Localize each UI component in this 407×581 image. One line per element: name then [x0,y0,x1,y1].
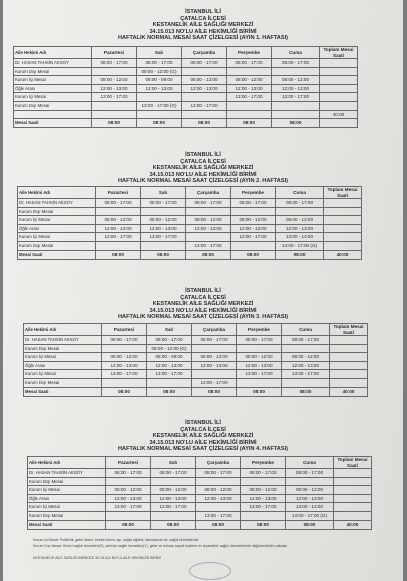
table-cell: 13:00 - 17:00 [182,101,227,110]
header-line: İSTANBUL İLİ [185,152,221,158]
table-cell [320,59,358,68]
table-row [24,361,368,370]
table-cell [147,378,192,387]
table-cell: Çarşamba [192,324,237,336]
header-line: İSTANBUL İLİ [185,9,221,15]
table-cell: 08:00 - 17:00 [192,336,237,345]
table-cell: Salı [151,457,196,469]
row-label: Kurum Dışı Mesai [14,101,92,110]
row-label: Kurum Dışı Mesai [24,344,102,353]
table-cell [324,233,362,242]
table-row [24,336,368,345]
table-cell: 12:00 - 13:00 [96,224,141,233]
table-cell: 08:00 [196,520,241,529]
row-label: Kurum İçi Mesai [18,233,96,242]
table-cell: 13:00 - 17:00 (G) [137,101,182,110]
table-cell: 13:00 - 17:00 [141,233,186,242]
table-cell [151,511,196,520]
row-label: Mesai Saati [14,119,92,128]
table-row [18,216,362,225]
table-row [28,469,372,478]
table-cell [96,241,141,250]
table-row [18,233,362,242]
row-label: Kurum Dışı Mesai [28,511,106,520]
row-label: Öğle Arası [24,361,102,370]
table-cell: 12:00 - 13:00 [241,494,286,503]
schedule-title: HAFTALIK NORMAL MESAİ SAAT ÇİZELGESİ (AYIN 3. HAFTASI) [118,314,288,321]
table-cell: 12:00 - 13:00 [286,494,334,503]
row-label: Mesai Saati [18,250,96,259]
table-cell: Cuma [282,324,330,336]
document-page [3,0,403,581]
table-cell: 40:00 [324,250,362,259]
table-cell [330,370,368,379]
table-cell: Pazartesi [96,187,141,199]
table-cell: 40:00 [330,387,368,396]
table-cell: 08:00 - 17:00 [137,59,182,68]
table-cell: Pazartesi [102,324,147,336]
table-cell: 08:00 - 12:00 (G) [147,344,192,353]
table-cell: 08:00 - 17:00 [272,59,320,68]
table-cell: 13:00 - 17:00 [282,370,330,379]
table-cell: 08:00 - 12:00 [106,486,151,495]
schedule-title: HAFTALIK NORMAL MESAİ SAAT ÇİZELGESİ (AYIN 2. HAFTASI) [118,178,288,185]
row-label: Dr. HASAN TAHSİN AKSOY [24,336,102,345]
table-cell: Perşembe [241,457,286,469]
table-cell [96,207,141,216]
table-cell [272,110,320,119]
table-cell: 14:00 - 17:00 (G) [286,511,334,520]
table-cell: 08:00 - 12:00 [141,216,186,225]
header-line: ÇATALCA İLÇESİ [180,15,226,22]
table-cell [182,67,227,76]
table-cell: 13:00 - 17:00 [102,370,147,379]
header-line: ÇATALCA İLÇESİ [180,426,226,433]
row-label: Aile Hekimi Adı [24,324,102,336]
table-cell [231,241,276,250]
table-cell: 12:00 - 13:00 [106,494,151,503]
header-line: KESTANELİK AİLE SAĞLIĞI MERKEZİ [152,433,254,440]
table-cell [334,511,372,520]
table-cell: 13:00 - 14:00 [276,233,324,242]
table-row [18,207,362,216]
row-label: Dr. HASAN TAHSİN AKSOY [28,469,106,478]
table-cell [196,477,241,486]
header-line: 34.15.013 NO'LU AİLE HEKİMLİĞİ BİRİMİ [149,439,257,446]
table-cell: 12:00 - 13:00 [231,224,276,233]
table-cell: 08:00 [137,119,182,128]
table-row [28,511,372,520]
table-cell: 08:00 - 12:00 [231,216,276,225]
row-label: Kurum İçi Mesai [28,486,106,495]
table-cell: 08:00 - 09:00 [137,76,182,85]
table-cell: Çarşamba [196,457,241,469]
total-row [18,250,362,259]
row-label: Öğle Arası [18,224,96,233]
table-cell: 08:00 - 17:00 [186,199,231,208]
table-row [18,224,362,233]
column-header-row [24,324,368,336]
total-row [28,520,372,529]
table-cell: 08:00 - 17:00 [182,59,227,68]
table-cell: 08:00 - 12:00 [237,353,282,362]
table-cell [334,494,372,503]
table-cell: 08:00 - 12:00 [102,353,147,362]
table-cell [272,67,320,76]
table-cell: 40:00 [320,110,358,119]
table-cell: Toplam Mesai Saati [330,324,368,336]
table-cell: 08:00 [237,387,282,396]
column-header-row [14,47,358,59]
header-line: İSTANBUL İLİ [185,288,221,294]
table-cell: 08:00 - 17:00 [106,469,151,478]
table-cell: 08:00 - 17:00 [282,336,330,345]
table-cell: 08:00 - 12:00 [192,353,237,362]
row-label: Aile Hekimi Adı [18,187,96,199]
table-cell: 12:00 - 13:00 [237,361,282,370]
row-label: Mesai Saati [28,520,106,529]
table-cell [186,207,231,216]
table-cell: Cuma [286,457,334,469]
table-cell: 08:00 - 17:00 [286,469,334,478]
row-label: Öğle Arası [28,494,106,503]
table-cell: Cuma [272,47,320,59]
table-cell: Pazartesi [92,47,137,59]
table-cell: 08:00 - 17:00 [196,469,241,478]
table-row [24,353,368,362]
table-cell: 13:00 - 17:00 [227,93,272,102]
footnote: KESTANELİK AİLE SAĞLIĞI MERKEZİ 34.15.013 NO'LU AİLE HEKİMLİĞİ BİRİMİ [33,556,161,560]
table-cell [92,67,137,76]
table-cell: 08:00 [286,520,334,529]
table-cell: 08:00 - 17:00 [96,199,141,208]
table-cell: 08:00 [102,387,147,396]
table-cell [106,477,151,486]
table-cell: 12:00 - 13:00 [182,84,227,93]
table-cell: 12:00 - 13:00 [192,361,237,370]
table-cell: 13:00 - 17:00 [106,503,151,512]
row-label: Kurum Dışı Mesai [18,207,96,216]
table-cell: 08:00 [282,387,330,396]
header-line: 34.15.013 NO'LU AİLE HEKİMLİĞİ BİRİMİ [149,307,257,314]
table-row [28,494,372,503]
row-label: Dr. HASAN TAHSİN AKSOY [14,59,92,68]
table-cell [324,241,362,250]
table-cell [334,469,372,478]
table-cell: 08:00 [276,250,324,259]
table-cell [330,378,368,387]
row-label: Kurum İçi Mesai [14,76,92,85]
table-cell: 08:00 [231,250,276,259]
table-cell: 08:00 - 17:00 [276,199,324,208]
table-cell [282,344,330,353]
table-cell [137,110,182,119]
table-row [28,486,372,495]
schedule-table-week-1 [13,46,358,128]
table-cell: 13:00 - 17:00 [272,93,320,102]
table-cell: 08:00 - 12:00 [272,76,320,85]
table-cell: 08:00 - 17:00 [147,336,192,345]
row-label: Kurum İçi Mesai [24,370,102,379]
table-cell: 12:00 - 13:00 [196,494,241,503]
table-cell [192,344,237,353]
table-cell: 08:00 [92,119,137,128]
table-cell: Cuma [276,187,324,199]
table-cell: 13:00 - 17:00 [237,370,282,379]
table-cell: Perşembe [231,187,276,199]
header-line: KESTANELİK AİLE SAĞLIĞI MERKEZİ [152,22,254,29]
table-cell [324,216,362,225]
table-cell [320,84,358,93]
table-row [24,370,368,379]
table-cell [141,207,186,216]
total-row [24,387,368,396]
footnote: Kurum Dışı Mesai: Gezici sağlık hizmetleri(G), yerinde sağlık hizmetleri(Y), gebe ve lohusa, kayıtlı kişilerin ev ziyaretleri, sağlık hizmetlerinde değerlendirilen vakalar. [33,544,288,548]
table-cell [241,511,286,520]
table-cell: 12:00 - 13:00 [227,84,272,93]
table-cell: 12:00 - 13:00 [137,84,182,93]
table-cell [186,233,231,242]
row-label: Dr. HASAN TAHSİN AKSOY [18,199,96,208]
table-cell: Toplam Mesai Saati [334,457,372,469]
table-cell: 12:00 - 13:00 [92,84,137,93]
table-cell: 08:00 - 12:00 [151,486,196,495]
table-row [14,84,358,93]
table-cell: 08:00 - 12:00 [286,486,334,495]
table-cell: 13:00 - 17:00 [151,503,196,512]
row-label: Kurum İçi Mesai [28,503,106,512]
footnote: Kurum içi Mesai: Poliklinik, gebe izlemi, bebek izlemi, aşı, sağlık eğitimi, laboratuvar vb. sağlık hizmetleridir. [33,538,200,542]
table-row [18,199,362,208]
table-cell: Toplam Mesai Saati [320,47,358,59]
table-cell [334,503,372,512]
row-label: Aile Hekimi Adı [14,47,92,59]
table-cell: 08:00 [186,250,231,259]
schedule-table-week-3 [23,323,368,397]
table-cell: Pazartesi [106,457,151,469]
table-cell: 08:00 - 17:00 [102,336,147,345]
table-cell [324,207,362,216]
table-cell: 08:00 - 17:00 [151,469,196,478]
table-row [14,76,358,85]
row-label: Kurum İçi Mesai [24,353,102,362]
table-cell: 08:00 - 12:00 [186,216,231,225]
column-header-row [28,457,372,469]
header-line: ÇATALCA İLÇESİ [180,294,226,301]
table-cell: 08:00 [272,119,320,128]
table-cell [237,378,282,387]
table-cell: 08:00 - 09:00 [147,353,192,362]
row-label: Kurum Dışı Mesai [28,477,106,486]
table-cell: 08:00 [227,119,272,128]
table-cell: 13:00 - 17:00 [231,233,276,242]
table-cell [320,67,358,76]
table-cell: Perşembe [237,324,282,336]
table-row [24,378,368,387]
table-cell: 08:00 [141,250,186,259]
schedule-title: HAFTALIK NORMAL MESAİ SAAT ÇİZELGESİ (AYIN 1. HAFTASI) [118,35,288,42]
table-cell: 08:00 [151,520,196,529]
row-label: Kurum Dışı Mesai [24,378,102,387]
table-cell: Toplam Mesai Saati [324,187,362,199]
table-cell [141,241,186,250]
table-cell [282,378,330,387]
table-cell [196,503,241,512]
table-cell [330,353,368,362]
table-cell: Salı [141,187,186,199]
table-cell: 13:00 - 17:00 [147,370,192,379]
table-cell [231,207,276,216]
table-cell [334,477,372,486]
row-label: Aile Hekimi Adı [28,457,106,469]
table-row [28,477,372,486]
table-cell: 08:00 - 17:00 [227,59,272,68]
row-label: Kurum İçi Mesai [14,93,92,102]
table-cell: 12:00 - 13:00 [186,224,231,233]
table-cell [192,370,237,379]
schedule-table-week-2 [17,186,362,260]
row-label: Kurum İçi Mesai [18,216,96,225]
table-cell: 08:00 - 12:00 [241,486,286,495]
row-label [14,110,92,119]
table-cell [330,361,368,370]
table-cell: 13:00 - 14:00 [286,503,334,512]
table-cell: 08:00 - 17:00 [241,469,286,478]
table-cell [227,67,272,76]
table-cell [330,344,368,353]
official-stamp [189,562,231,580]
table-cell: 09:00 - 12:00 (G) [137,67,182,76]
header-line: KESTANELİK AİLE SAĞLIĞI MERKEZİ [152,301,254,308]
total-row [14,119,358,128]
table-cell: Çarşamba [182,47,227,59]
table-cell: 08:00 - 17:00 [237,336,282,345]
table-cell [102,378,147,387]
table-cell [151,477,196,486]
table-row [14,110,358,119]
table-cell [227,101,272,110]
table-cell [324,224,362,233]
table-cell [286,477,334,486]
table-cell: 08:00 - 12:00 [276,216,324,225]
table-cell: Salı [147,324,192,336]
table-cell [330,336,368,345]
table-row [14,59,358,68]
table-cell [102,344,147,353]
table-row [18,241,362,250]
schedule-header-4 [3,420,403,453]
table-cell: 08:00 [182,119,227,128]
table-cell: 08:00 - 17:00 [141,199,186,208]
header-line: İSTANBUL İLİ [185,420,221,426]
table-cell: 08:00 - 12:00 [92,76,137,85]
table-cell: Perşembe [227,47,272,59]
table-cell: 12:00 - 13:00 [282,361,330,370]
table-cell: 08:00 - 12:00 [96,216,141,225]
table-cell: 12:00 - 13:00 [151,494,196,503]
row-label: Kurum Dışı Mesai [18,241,96,250]
table-cell: 08:00 - 17:00 [231,199,276,208]
row-label: Kurum Dışı Mesai [14,67,92,76]
table-cell [227,110,272,119]
table-row [14,101,358,110]
table-row [14,93,358,102]
table-cell: 08:00 - 12:00 [196,486,241,495]
table-cell: 13:00 - 17:00 [241,503,286,512]
table-cell: 12:00 - 13:00 [141,224,186,233]
table-cell: 08:00 [241,520,286,529]
table-row [14,67,358,76]
table-cell [320,93,358,102]
table-cell: 08:00 - 12:00 [227,76,272,85]
table-cell: 13:00 - 17:00 [92,93,137,102]
table-cell [237,344,282,353]
table-cell [92,110,137,119]
table-cell [241,477,286,486]
header-line: 34.15.013 NO'LU AİLE HEKİMLİĞİ BİRİMİ [149,171,257,178]
table-cell [320,101,358,110]
table-cell: 12:00 - 13:00 [102,361,147,370]
table-cell: 08:00 [147,387,192,396]
table-cell: Çarşamba [186,187,231,199]
table-cell: Salı [137,47,182,59]
table-cell: 08:00 - 17:00 [92,59,137,68]
table-cell [272,101,320,110]
table-cell: 13:00 - 17:00 [196,511,241,520]
table-cell [137,93,182,102]
table-cell [106,511,151,520]
table-cell [182,93,227,102]
table-cell: 13:00 - 17:00 [96,233,141,242]
schedule-title: HAFTALIK NORMAL MESAİ SAAT ÇİZELGESİ (AYIN 4. HAFTASI) [118,446,288,453]
table-row [28,503,372,512]
table-cell [92,101,137,110]
table-cell: 13:00 - 17:00 [186,241,231,250]
row-label: Mesai Saati [24,387,102,396]
table-cell: 12:00 - 13:00 [147,361,192,370]
header-line: ÇATALCA İLÇESİ [180,158,226,165]
table-cell [334,486,372,495]
schedule-header-3 [3,288,403,321]
table-cell: 08:00 [192,387,237,396]
column-header-row [18,187,362,199]
row-label: Öğle Arası [14,84,92,93]
table-row [24,344,368,353]
table-cell [320,76,358,85]
table-cell: 40:00 [334,520,372,529]
table-cell: 08:00 [106,520,151,529]
table-cell: 14:00 - 17:00 (G) [276,241,324,250]
header-line: 34.15.013 NO'LU AİLE HEKİMLİĞİ BİRİMİ [149,28,257,35]
table-cell: 08:00 [96,250,141,259]
table-cell: 13:00 - 17:00 [192,378,237,387]
table-cell [320,119,358,128]
schedule-header-1 [3,9,403,42]
table-cell [324,199,362,208]
table-cell: 12:00 - 13:00 [272,84,320,93]
schedule-header-2 [3,152,403,185]
table-cell: 12:00 - 13:00 [276,224,324,233]
header-line: KESTANELİK AİLE SAĞLIĞI MERKEZİ [152,165,254,172]
table-cell [276,207,324,216]
table-cell [182,110,227,119]
table-cell: 08:00 - 12:00 [282,353,330,362]
table-cell: 08:00 - 12:00 [182,76,227,85]
schedule-table-week-4 [27,456,372,530]
